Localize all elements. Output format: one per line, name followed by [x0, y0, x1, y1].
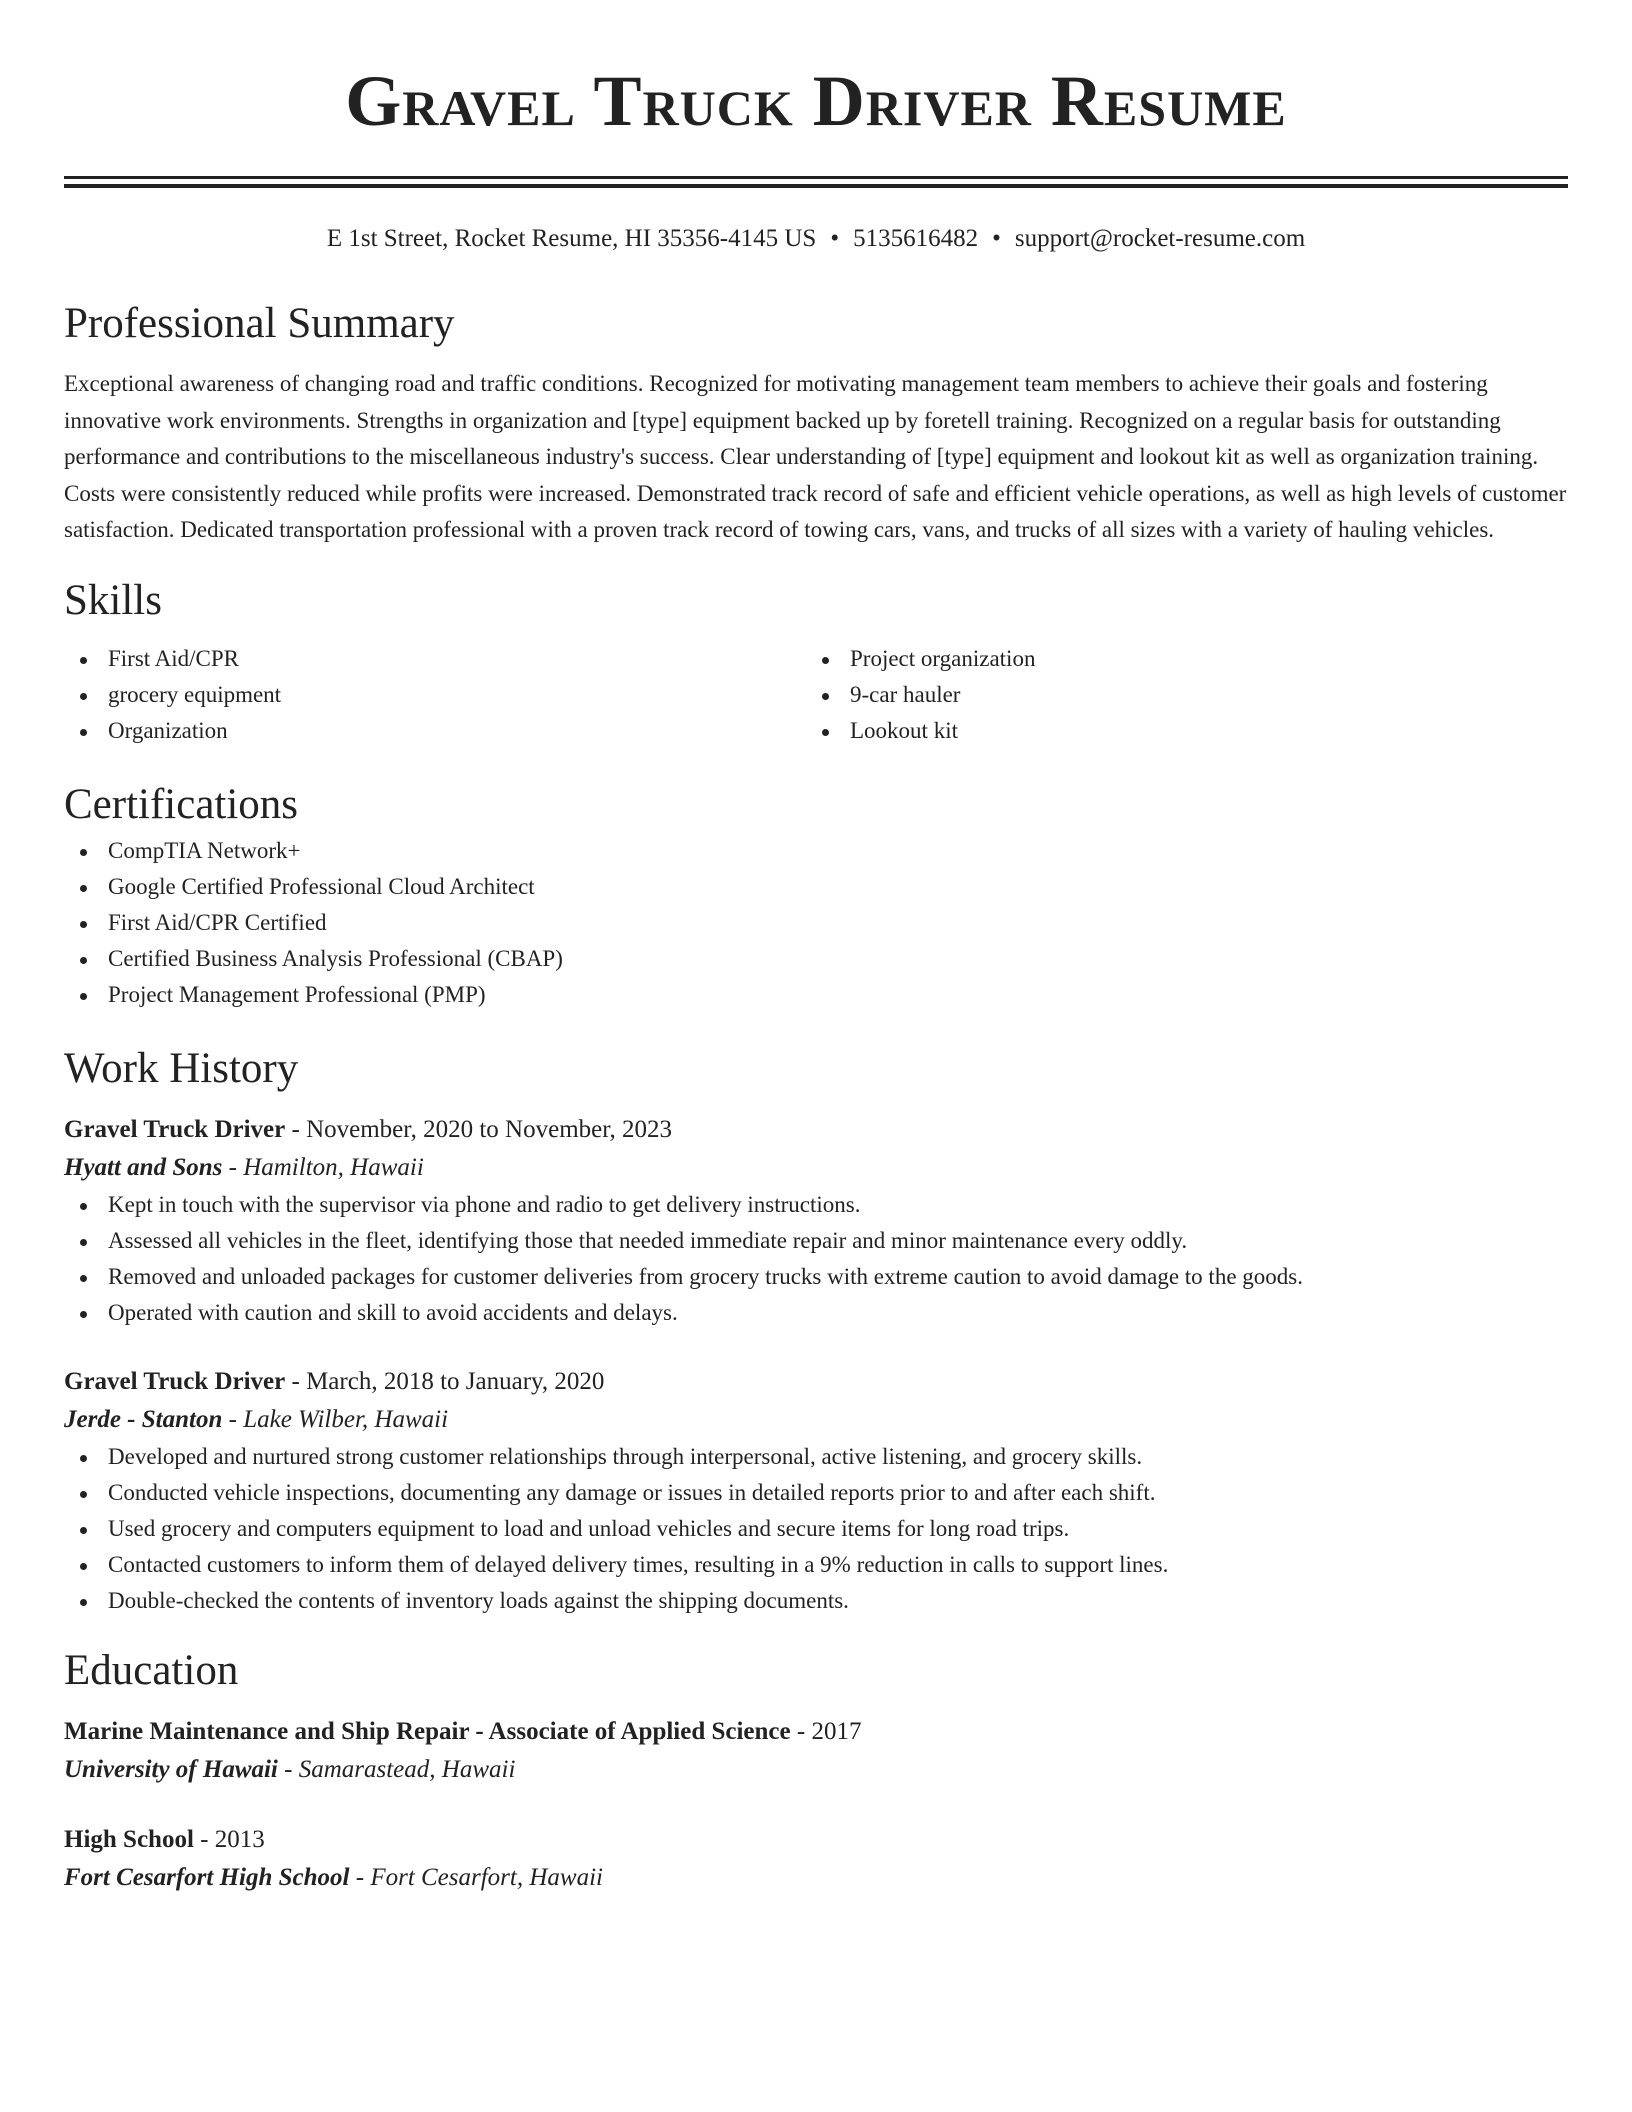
skill-item: Organization	[64, 713, 806, 749]
bullet-icon	[80, 1563, 87, 1570]
title-divider	[64, 176, 1568, 188]
section-heading-work-history: Work History	[64, 1044, 299, 1092]
certification-item: CompTIA Network+	[64, 833, 1568, 869]
certification-item: Certified Business Analysis Professional (CBAP)	[64, 941, 1568, 977]
section-heading-education: Education	[64, 1646, 239, 1694]
job-bullet: Assessed all vehicles in the fleet, identifying those that needed immediate repair and minor maintenance every oddly.	[64, 1223, 1568, 1259]
bullet-icon	[80, 693, 87, 700]
education-entry	[64, 1713, 1568, 1789]
bullet-icon	[80, 885, 87, 892]
job-title: Gravel Truck Driver	[64, 1367, 286, 1395]
education-location: Fort Cesarfort, Hawaii	[370, 1863, 603, 1891]
bullet-icon	[80, 1455, 87, 1462]
job-title: Gravel Truck Driver	[64, 1115, 286, 1143]
education-location: Samarastead, Hawaii	[298, 1755, 516, 1783]
education-year: 2013	[214, 1825, 265, 1853]
certification-item: Project Management Professional (PMP)	[64, 977, 1568, 1013]
skills-grid	[64, 641, 1568, 749]
bullet-icon	[80, 1311, 87, 1318]
skill-item: grocery equipment	[64, 677, 806, 713]
education-entry	[64, 1821, 1568, 1897]
education-school-line: University of Hawaii - Samarastead, Hawaii	[64, 1755, 516, 1783]
bullet-icon	[80, 1239, 87, 1246]
job-bullet: Conducted vehicle inspections, documenting any damage or issues in detailed reports prior to and after each shift.	[64, 1475, 1568, 1511]
skill-item: First Aid/CPR	[64, 641, 806, 677]
job-dates: March, 2018 to January, 2020	[306, 1367, 605, 1395]
job-bullet: Kept in touch with the supervisor via phone and radio to get delivery instructions.	[64, 1187, 1568, 1223]
education-degree: High School	[64, 1825, 194, 1853]
job-bullets	[64, 1439, 1568, 1619]
contact-email[interactable]: support@rocket-resume.com	[1014, 225, 1306, 252]
certifications-list	[64, 833, 1568, 1013]
resume-title: Gravel Truck Driver Resume	[345, 61, 1287, 141]
bullet-icon	[80, 993, 87, 1000]
skill-item: Project organization	[806, 641, 1548, 677]
summary-section	[64, 296, 1568, 549]
bullet-icon	[80, 1527, 87, 1534]
skills-column-left	[64, 641, 806, 749]
education-year: 2017	[811, 1717, 862, 1745]
job-header: Gravel Truck Driver - November, 2020 to November, 2023	[64, 1115, 673, 1143]
education-school: Fort Cesarfort High School	[64, 1863, 350, 1891]
job-bullet: Used grocery and computers equipment to load and unload vehicles and secure items for long road trips.	[64, 1511, 1568, 1547]
job-bullet: Removed and unloaded packages for customer deliveries from grocery trucks with extreme caution to avoid damage to the goods.	[64, 1259, 1568, 1295]
job-company-line: Hyatt and Sons - Hamilton, Hawaii	[64, 1153, 424, 1181]
contact-line	[64, 222, 1568, 256]
education-school-line: Fort Cesarfort High School - Fort Cesarfort, Hawaii	[64, 1863, 603, 1891]
certifications-section	[64, 777, 1568, 1013]
skills-section	[64, 573, 1568, 749]
job-location: Lake Wilber, Hawaii	[243, 1405, 449, 1433]
contact-phone: 5135616482	[853, 225, 979, 252]
education-school: University of Hawaii	[64, 1755, 278, 1783]
education-section	[64, 1643, 1568, 1897]
bullet-icon	[80, 1599, 87, 1606]
bullet-icon	[80, 957, 87, 964]
job-bullet: Developed and nurtured strong customer relationships through interpersonal, active listening, and grocery skills.	[64, 1439, 1568, 1475]
certification-item: Google Certified Professional Cloud Architect	[64, 869, 1568, 905]
contact-address: E 1st Street, Rocket Resume, HI 35356-4145 US	[326, 225, 817, 252]
bullet-icon	[822, 657, 829, 664]
section-heading-certifications: Certifications	[64, 780, 299, 828]
skills-column-right	[806, 641, 1548, 749]
job-entry	[64, 1363, 1568, 1619]
bullet-icon	[80, 1491, 87, 1498]
summary-text: Exceptional awareness of changing road and traffic conditions. Recognized for motivating management team members to achieve their goals and fostering innovative work environments. Strengths in organization and [type] equipment backed up by foretell training. Recognized on a regular basis for outstanding performance and contributions to the miscellaneous industry's success. Clear understanding of [type] equipment and lookout kit as well as organization training. Costs were consistently reduced while profits were increased. Demonstrated track record of safe and efficient vehicle operations, as well as high levels of customer satisfaction. Dedicated transportation professional with a proven track record of towing cars, vans, and trucks of all sizes with a variety of hauling vehicles.	[64, 371, 1567, 542]
education-header: Marine Maintenance and Ship Repair - Associate of Applied Science - 2017	[64, 1717, 862, 1745]
section-heading-skills: Skills	[64, 576, 162, 624]
bullet-icon	[80, 1203, 87, 1210]
bullet-icon	[80, 729, 87, 736]
section-heading-summary: Professional Summary	[64, 300, 455, 347]
contact-separator: •	[992, 225, 1001, 252]
job-entry	[64, 1111, 1568, 1331]
bullet-icon	[80, 1275, 87, 1282]
job-bullets	[64, 1187, 1568, 1331]
job-company: Hyatt and Sons	[64, 1153, 223, 1181]
contact-separator: •	[830, 225, 840, 252]
skill-item: 9-car hauler	[806, 677, 1548, 713]
education-degree: Marine Maintenance and Ship Repair - Associate of Applied Science	[64, 1717, 791, 1745]
bullet-icon	[80, 921, 87, 928]
job-bullet: Contacted customers to inform them of delayed delivery times, resulting in a 9% reduction in calls to support lines.	[64, 1547, 1568, 1583]
bullet-icon	[80, 849, 87, 856]
work-history-section	[64, 1041, 1568, 1619]
bullet-icon	[80, 657, 87, 664]
job-location: Hamilton, Hawaii	[243, 1153, 424, 1181]
skill-item: Lookout kit	[806, 713, 1548, 749]
job-bullet: Operated with caution and skill to avoid accidents and delays.	[64, 1295, 1568, 1331]
education-header: High School - 2013	[64, 1825, 265, 1853]
job-company: Jerde - Stanton	[64, 1405, 223, 1433]
job-header: Gravel Truck Driver - March, 2018 to January, 2020	[64, 1367, 605, 1395]
job-dates: November, 2020 to November, 2023	[306, 1115, 673, 1143]
bullet-icon	[822, 693, 829, 700]
job-company-line: Jerde - Stanton - Lake Wilber, Hawaii	[64, 1405, 449, 1433]
certification-item: First Aid/CPR Certified	[64, 905, 1568, 941]
job-bullet: Double-checked the contents of inventory loads against the shipping documents.	[64, 1583, 1568, 1619]
bullet-icon	[822, 729, 829, 736]
